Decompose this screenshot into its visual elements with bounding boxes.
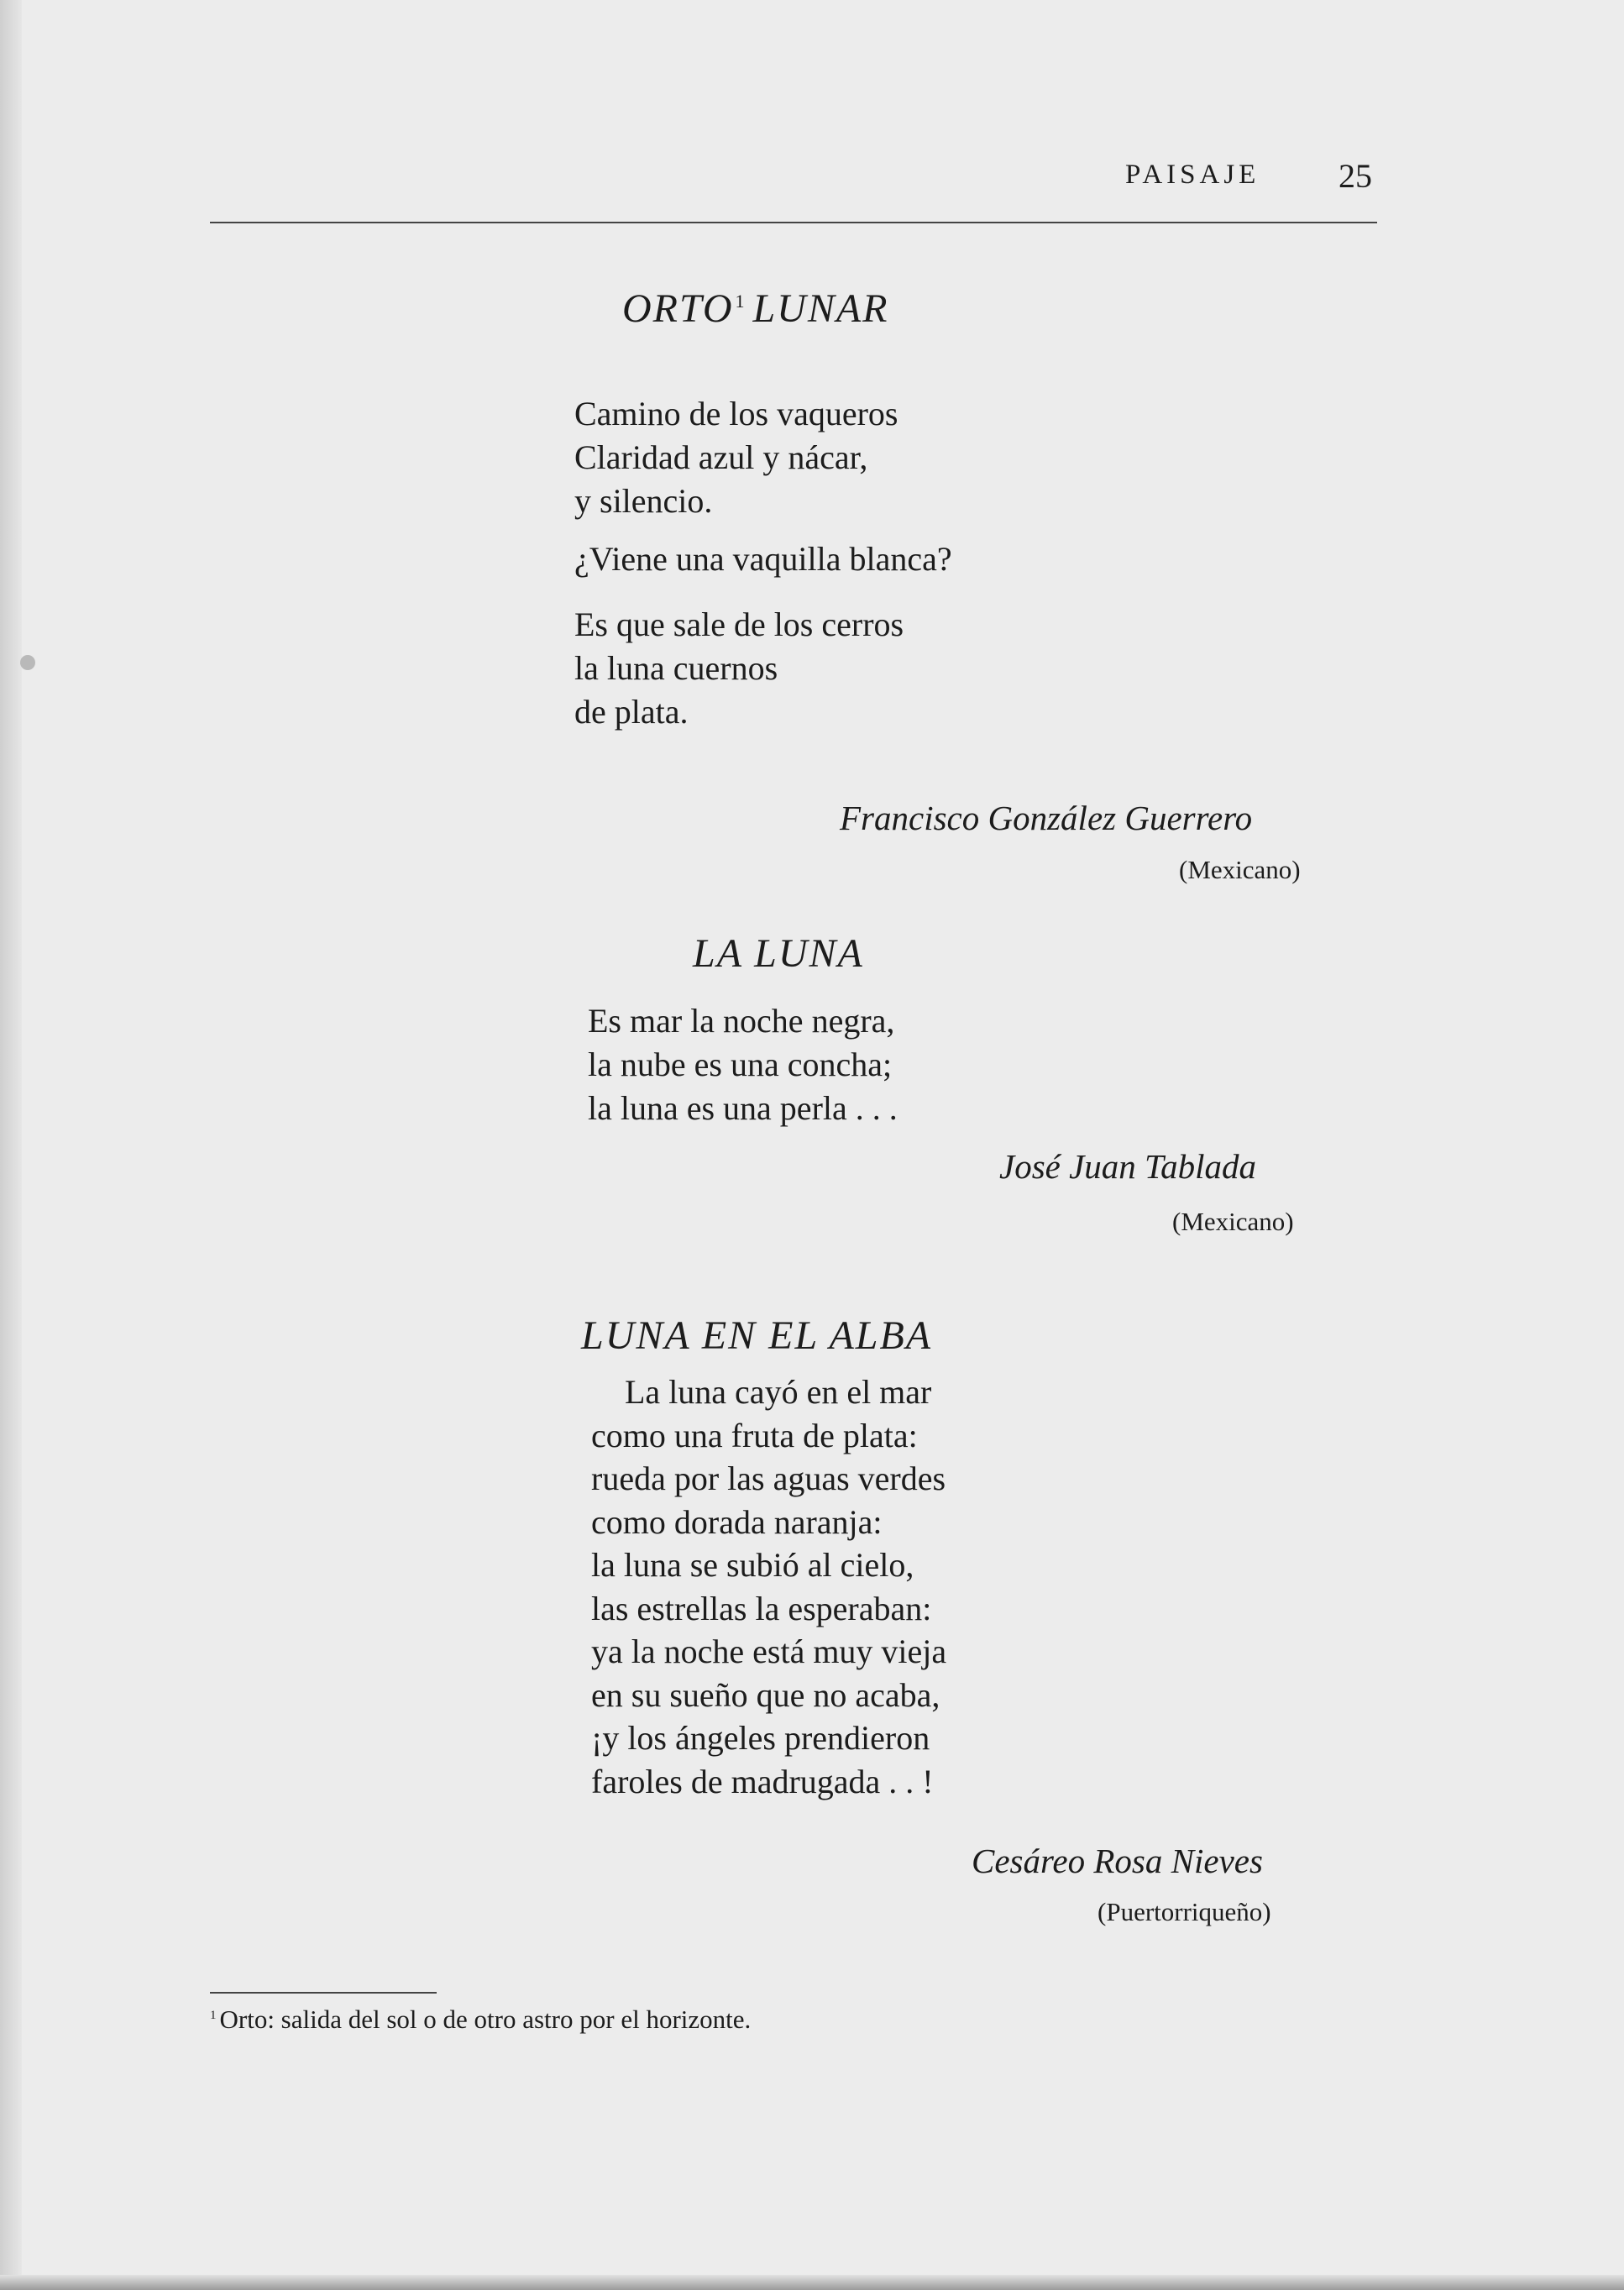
page-number: 25 bbox=[1338, 157, 1372, 195]
verse-line: Claridad azul y nácar, bbox=[574, 438, 868, 476]
poem-stanza bbox=[588, 999, 898, 1130]
verse-line: ¡y los ángeles prendieron bbox=[591, 1719, 930, 1757]
verse-line: Es que sale de los cerros bbox=[574, 605, 904, 643]
header-rule bbox=[210, 222, 1377, 223]
poem-title-la-luna: LA LUNA bbox=[693, 931, 864, 976]
verse-line: en su sueño que no acaba, bbox=[591, 1675, 940, 1714]
poem-author-nationality: (Mexicano) bbox=[1179, 855, 1301, 884]
verse-line: la luna se subió al cielo, bbox=[591, 1546, 914, 1584]
verse-line: como dorada naranja: bbox=[591, 1502, 883, 1541]
poem-stanza bbox=[574, 537, 952, 581]
verse-line: de plata. bbox=[574, 693, 689, 731]
verse-line: faroles de madrugada . . ! bbox=[591, 1762, 934, 1800]
punch-hole bbox=[20, 655, 35, 670]
poem-stanza bbox=[574, 392, 898, 523]
poem-title-luna-en-el-alba: LUNA EN EL ALBA bbox=[581, 1313, 933, 1358]
verse-line: La luna cayó en el mar bbox=[625, 1373, 932, 1411]
page-left-edge bbox=[0, 0, 22, 2290]
verse-line: la nube es una concha; bbox=[588, 1045, 893, 1083]
poem-title-orto-lunar bbox=[622, 286, 889, 332]
verse-line: la luna cuernos bbox=[574, 649, 778, 687]
poem-author-nationality: (Puertorriqueño) bbox=[1098, 1897, 1271, 1926]
footnote-text: Orto: salida del sol o de otro astro por el horizonte. bbox=[219, 2004, 752, 2034]
poem-stanza bbox=[574, 603, 904, 734]
footnote bbox=[210, 2004, 751, 2035]
verse-line: rueda por las aguas verdes bbox=[591, 1459, 946, 1497]
verse-line: y silencio. bbox=[574, 482, 713, 520]
poem-title-word: LUNAR bbox=[752, 286, 889, 331]
footnote-marker: 1 bbox=[210, 2008, 217, 2022]
poem-title-word: ORTO bbox=[622, 286, 734, 331]
verse-line: Es mar la noche negra, bbox=[588, 1002, 895, 1040]
footnote-marker: 1 bbox=[735, 291, 747, 312]
poem-author: Cesáreo Rosa Nieves bbox=[972, 1842, 1263, 1880]
verse-line: ¿Viene una vaquilla blanca? bbox=[574, 540, 952, 578]
poem-stanza bbox=[591, 1370, 946, 1803]
verse-line: la luna es una perla . . . bbox=[588, 1089, 898, 1127]
verse-line: ya la noche está muy vieja bbox=[591, 1632, 947, 1670]
verse-line: Camino de los vaqueros bbox=[574, 395, 898, 432]
footnote-rule bbox=[210, 1992, 437, 1994]
verse-line: como una fruta de plata: bbox=[591, 1416, 918, 1454]
poem-author: José Juan Tablada bbox=[999, 1147, 1256, 1186]
page-bottom-edge bbox=[0, 2275, 1624, 2290]
poem-author-nationality: (Mexicano) bbox=[1172, 1207, 1294, 1236]
running-head: PAISAJE bbox=[1125, 160, 1260, 190]
poem-author: Francisco González Guerrero bbox=[840, 799, 1253, 837]
verse-line: las estrellas la esperaban: bbox=[591, 1589, 932, 1627]
